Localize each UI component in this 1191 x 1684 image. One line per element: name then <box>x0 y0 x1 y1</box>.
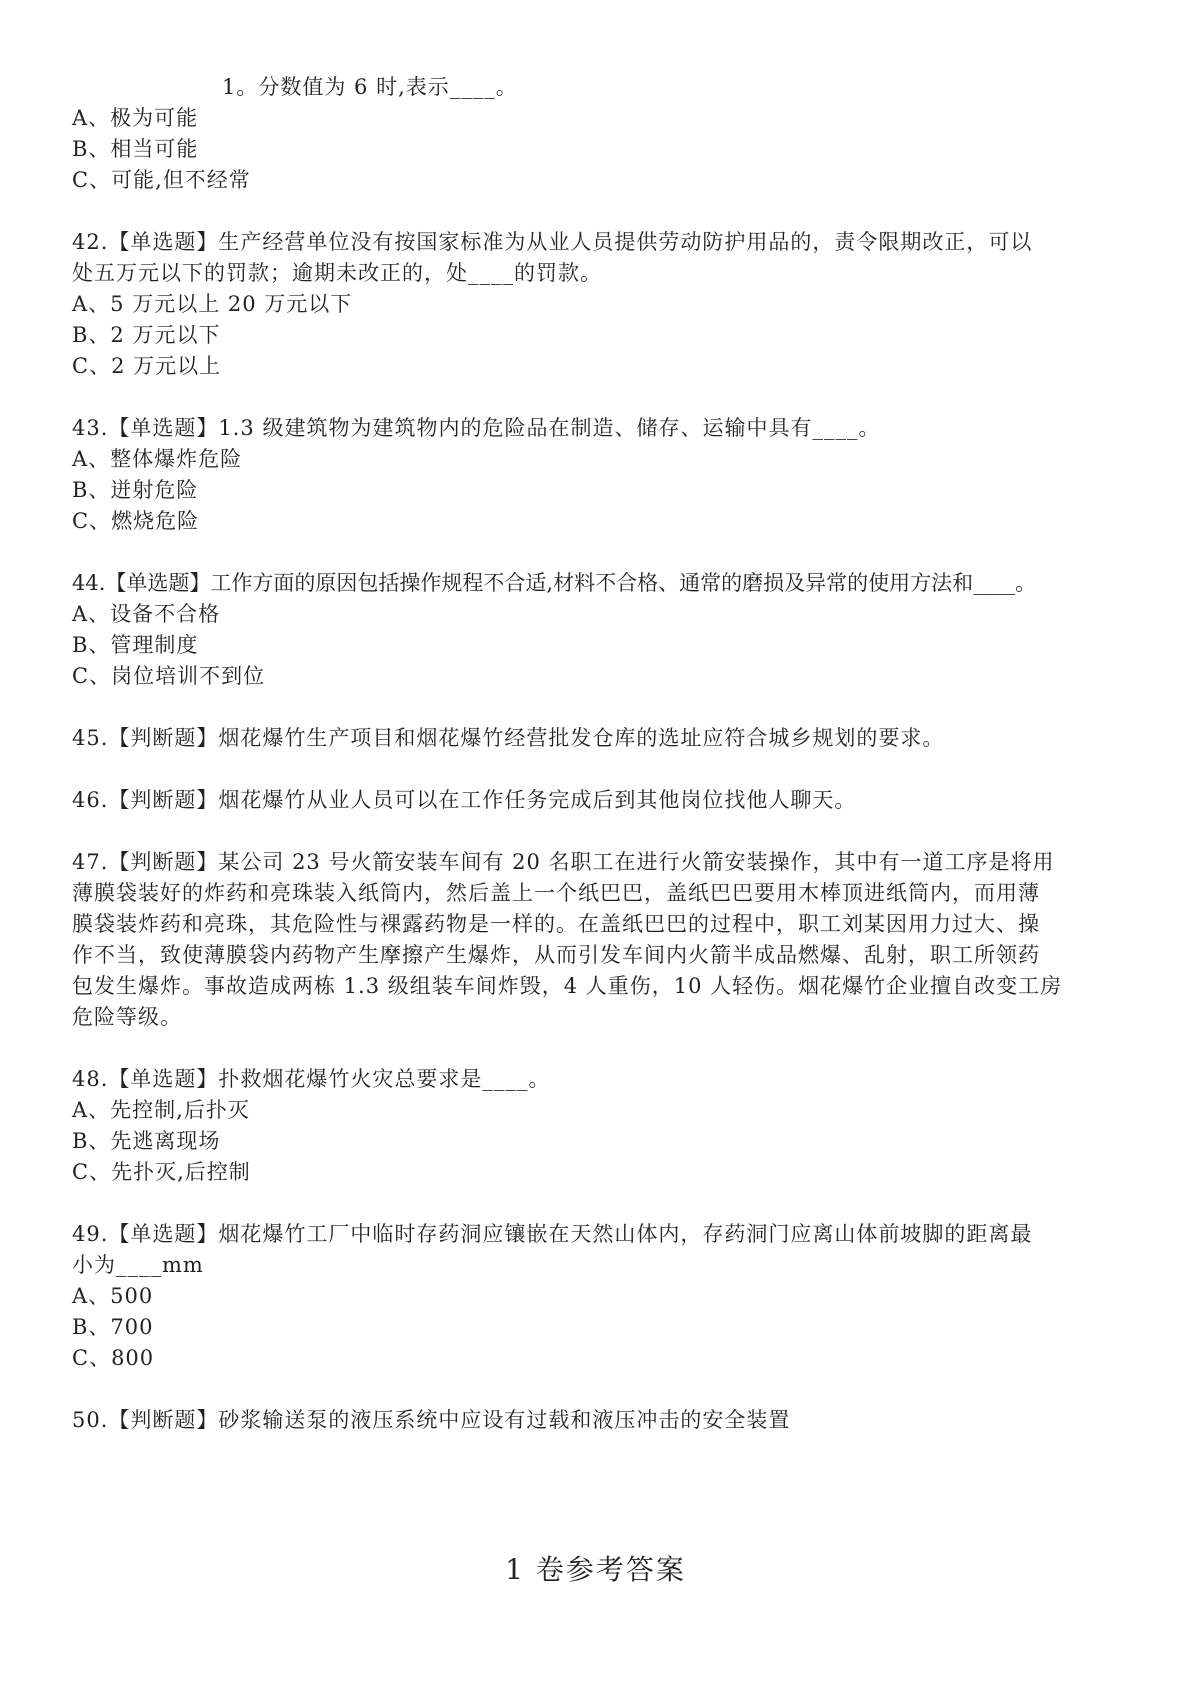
question-42-option-a: A、5 万元以上 20 万元以下 <box>72 292 353 316</box>
question-49-option-c: C、800 <box>72 1346 155 1370</box>
answer-key-heading: 1 卷参考答案 <box>505 1553 686 1586</box>
question-41-option-a: A、极为可能 <box>72 106 199 130</box>
question-47-stem-line-6: 危险等级。 <box>72 1005 182 1029</box>
question-50-stem: 50.【判断题】砂浆输送泵的液压系统中应设有过载和液压冲击的安全装置 <box>72 1408 791 1432</box>
question-48-option-b: B、先逃离现场 <box>72 1129 221 1153</box>
question-47-stem-line-3: 膜袋装炸药和亮珠，其危险性与裸露药物是一样的。在盖纸巴巴的过程中，职工刘某因用力过大、操 <box>72 912 1040 936</box>
question-42-option-b: B、2 万元以下 <box>72 323 221 347</box>
question-43-stem: 43.【单选题】1.3 级建筑物为建筑物内的危险品在制造、储存、运输中具有____。 <box>72 416 881 440</box>
question-41-option-c: C、可能,但不经常 <box>72 168 251 192</box>
question-47-stem-line-2: 薄膜袋装好的炸药和亮珠装入纸筒内，然后盖上一个纸巴巴，盖纸巴巴要用木棒顶进纸筒内，而用薄 <box>72 881 1040 905</box>
question-47-stem-line-5: 包发生爆炸。事故造成两栋 1.3 级组装车间炸毁，4 人重伤，10 人轻伤。烟花爆竹企业擅自改变工房 <box>72 974 1063 998</box>
question-44-option-c: C、岗位培训不到位 <box>72 664 266 688</box>
question-42-stem-line-2: 处五万元以下的罚款；逾期未改正的，处____的罚款。 <box>72 261 602 285</box>
question-42-option-c: C、2 万元以上 <box>72 354 222 378</box>
question-48-option-a: A、先控制,后扑灭 <box>72 1098 250 1122</box>
question-47-stem-line-4: 作不当，致使薄膜袋内药物产生摩擦产生爆炸，从而引发车间内火箭半成品燃爆、乱射，职工所领药 <box>72 943 1040 967</box>
question-41-option-b: B、相当可能 <box>72 137 199 161</box>
question-49-stem-line-1: 49.【单选题】烟花爆竹工厂中临时存药洞应镶嵌在天然山体内，存药洞门应离山体前坡脚的距离最 <box>72 1222 1033 1246</box>
question-49-option-b: B、700 <box>72 1315 154 1339</box>
question-43-option-c: C、燃烧危险 <box>72 509 200 533</box>
question-47-stem-line-1: 47.【判断题】某公司 23 号火箭安装车间有 20 名职工在进行火箭安装操作，其中有一道工序是将用 <box>72 850 1055 874</box>
question-44-option-a: A、设备不合格 <box>72 602 221 626</box>
question-44-stem: 44.【单选题】工作方面的原因包括操作规程不合适,材料不合格、通常的磨损及异常的使用方法和____。 <box>72 571 1037 595</box>
question-41-stem-continuation: 1。分数值为 6 时,表示____。 <box>222 75 518 99</box>
question-46-stem: 46.【判断题】烟花爆竹从业人员可以在工作任务完成后到其他岗位找他人聊天。 <box>72 788 857 812</box>
question-42-stem-line-1: 42.【单选题】生产经营单位没有按国家标准为从业人员提供劳动防护用品的，责令限期改正，可以 <box>72 230 1033 254</box>
question-45-stem: 45.【判断题】烟花爆竹生产项目和烟花爆竹经营批发仓库的选址应符合城乡规划的要求。 <box>72 726 945 750</box>
question-44-option-b: B、管理制度 <box>72 633 199 657</box>
question-48-stem: 48.【单选题】扑救烟花爆竹火灾总要求是____。 <box>72 1067 551 1091</box>
question-49-stem-line-2: 小为____mm <box>72 1253 204 1277</box>
question-49-option-a: A、500 <box>72 1284 154 1308</box>
question-43-option-a: A、整体爆炸危险 <box>72 447 243 471</box>
question-43-option-b: B、迸射危险 <box>72 478 199 502</box>
question-48-option-c: C、先扑灭,后控制 <box>72 1160 251 1184</box>
